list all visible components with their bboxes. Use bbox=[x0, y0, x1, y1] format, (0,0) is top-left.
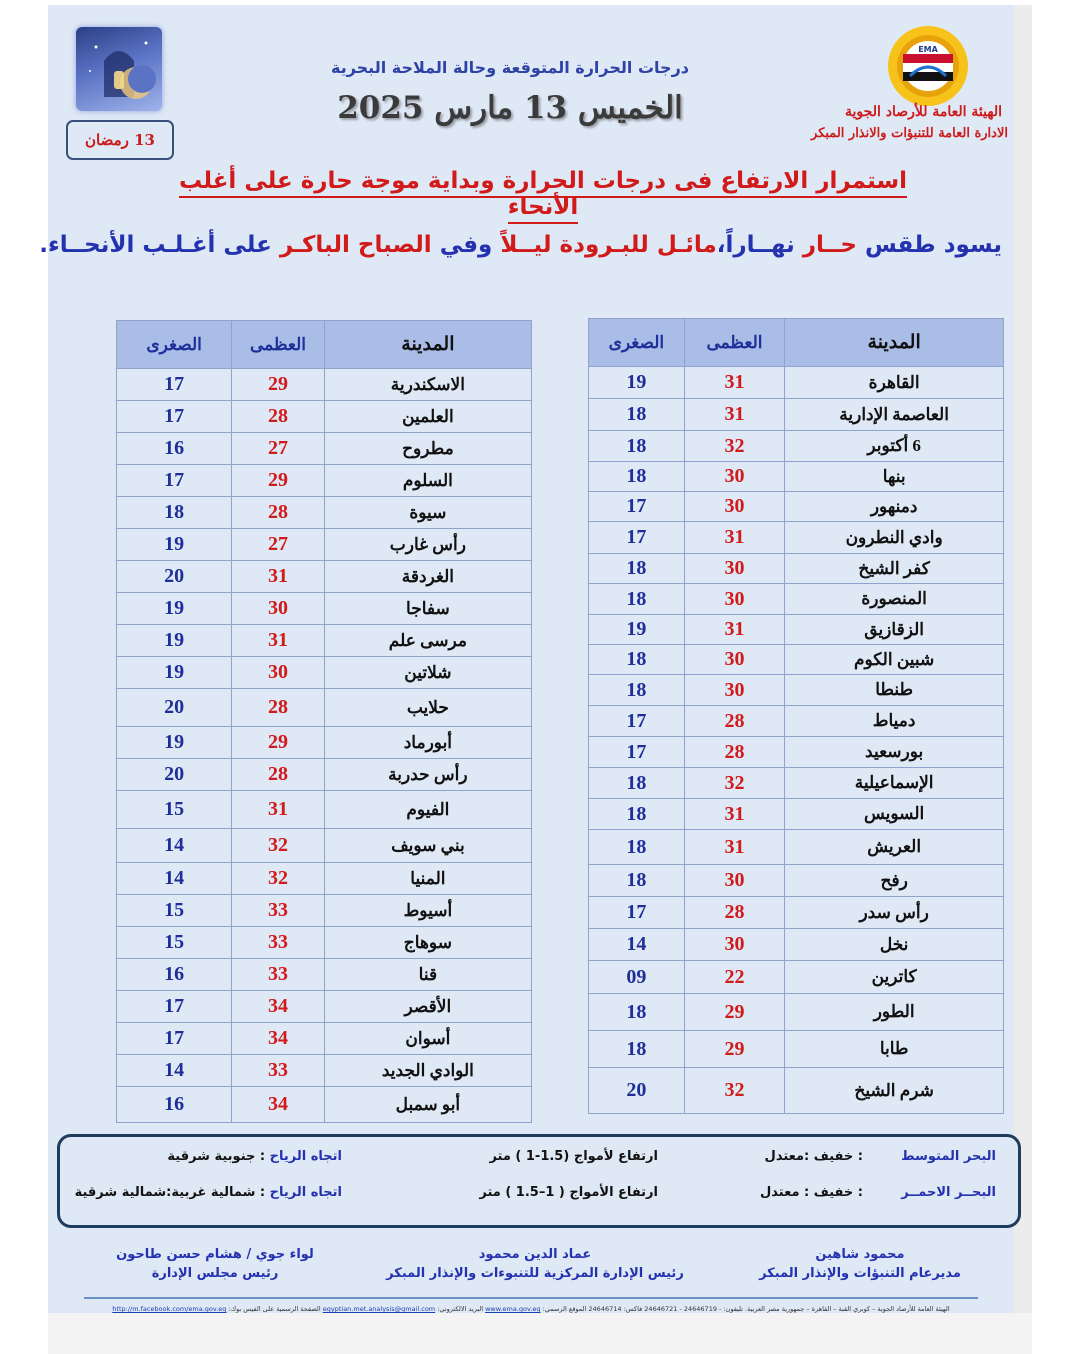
min-temp-cell: 19 bbox=[589, 615, 685, 645]
city-cell: العريش bbox=[785, 830, 1004, 865]
sea-name: البحر المتوسط bbox=[901, 1149, 996, 1164]
max-temp-cell: 27 bbox=[232, 529, 325, 561]
table-row bbox=[589, 737, 1004, 768]
sea-name: البحــر الاحمــر bbox=[901, 1185, 996, 1200]
red-sea-row bbox=[60, 1185, 1018, 1209]
city-cell: الفيوم bbox=[324, 791, 531, 829]
bulletin-date: الخميس 13 مارس 2025 bbox=[337, 90, 683, 126]
max-temp-cell: 31 bbox=[684, 367, 785, 399]
min-temp-cell: 09 bbox=[589, 961, 685, 994]
city-cell: كفر الشيخ bbox=[785, 554, 1004, 584]
min-temp-cell: 18 bbox=[589, 865, 685, 897]
headline-text: استمرار الارتفاع فى درجات الحرارة وبداية موجة حارة على أغلب الأنحاء bbox=[179, 168, 907, 224]
max-temp-cell: 31 bbox=[232, 791, 325, 829]
city-cell: رأس غارب bbox=[324, 529, 531, 561]
col-header-max: العظمى bbox=[684, 319, 785, 367]
max-temp-cell: 29 bbox=[684, 1031, 785, 1068]
city-cell: السلوم bbox=[324, 465, 531, 497]
min-temp-cell: 18 bbox=[589, 645, 685, 675]
table-row bbox=[589, 706, 1004, 737]
facebook-link[interactable]: http://m.facebook.com/ema.gov.eg bbox=[112, 1305, 227, 1313]
max-temp-cell: 30 bbox=[684, 492, 785, 522]
max-temp-cell: 33 bbox=[232, 895, 325, 927]
min-temp-cell: 18 bbox=[589, 584, 685, 615]
rows-left bbox=[117, 369, 532, 1123]
summary-part-6: الصباح الباكـر bbox=[279, 232, 432, 258]
max-temp-cell: 30 bbox=[232, 593, 325, 625]
table-row bbox=[589, 584, 1004, 615]
table-row bbox=[117, 561, 532, 593]
table-row bbox=[117, 369, 532, 401]
temperature-table-right bbox=[588, 318, 1004, 1114]
city-cell: سفاجا bbox=[324, 593, 531, 625]
max-temp-cell: 31 bbox=[684, 399, 785, 431]
sea-state: : خفيف :معتدل bbox=[764, 1149, 863, 1164]
ema-logo-text: EMA bbox=[918, 45, 938, 54]
min-temp-cell: 18 bbox=[589, 799, 685, 830]
min-temp-cell: 17 bbox=[117, 369, 232, 401]
max-temp-cell: 30 bbox=[684, 675, 785, 706]
min-temp-cell: 16 bbox=[117, 433, 232, 465]
table-row bbox=[589, 961, 1004, 994]
table-row bbox=[117, 657, 532, 689]
city-cell: بنها bbox=[785, 462, 1004, 492]
min-temp-cell: 20 bbox=[117, 561, 232, 593]
city-cell: أبورماد bbox=[324, 727, 531, 759]
city-cell: المنيا bbox=[324, 863, 531, 895]
max-temp-cell: 32 bbox=[684, 431, 785, 462]
min-temp-cell: 17 bbox=[117, 1023, 232, 1055]
max-temp-cell: 34 bbox=[232, 991, 325, 1023]
table-row bbox=[117, 927, 532, 959]
signature-2: عماد الدين محمود رئيس الإدارة المركزية للتنبوءات والإنذار المبكر bbox=[386, 1247, 684, 1281]
min-temp-cell: 19 bbox=[117, 657, 232, 689]
min-temp-cell: 20 bbox=[117, 689, 232, 727]
min-temp-cell: 19 bbox=[117, 727, 232, 759]
min-temp-cell: 14 bbox=[117, 1055, 232, 1087]
max-temp-cell: 28 bbox=[232, 689, 325, 727]
city-cell: كاترين bbox=[785, 961, 1004, 994]
max-temp-cell: 31 bbox=[684, 615, 785, 645]
signature-3: لواء جوي / هشام حسن طاحون رئيس مجلس الإدارة bbox=[116, 1247, 314, 1281]
min-temp-cell: 20 bbox=[589, 1068, 685, 1114]
max-temp-cell: 30 bbox=[684, 584, 785, 615]
col-header-min: الصغرى bbox=[589, 319, 685, 367]
table-row bbox=[117, 791, 532, 829]
city-cell: العاصمة الإدارية bbox=[785, 399, 1004, 431]
table-row bbox=[117, 991, 532, 1023]
min-temp-cell: 15 bbox=[117, 927, 232, 959]
wind-direction: اتجاه الرياح : شمالية غربية:شمالية شرقية bbox=[74, 1185, 342, 1200]
max-temp-cell: 33 bbox=[232, 1055, 325, 1087]
min-temp-cell: 16 bbox=[117, 959, 232, 991]
col-header-city: المدينة bbox=[785, 319, 1004, 367]
max-temp-cell: 33 bbox=[232, 927, 325, 959]
table-row bbox=[117, 433, 532, 465]
city-cell: بورسعيد bbox=[785, 737, 1004, 768]
max-temp-cell: 32 bbox=[684, 768, 785, 799]
max-temp-cell: 30 bbox=[684, 462, 785, 492]
summary-part-7: على أغـلـب الأنحــاء. bbox=[39, 232, 280, 258]
wind-direction: اتجاه الرياح : جنوبية شرقية bbox=[167, 1149, 342, 1164]
ramadan-lantern-image bbox=[76, 27, 162, 111]
table-row bbox=[589, 645, 1004, 675]
temperature-table-left bbox=[116, 320, 532, 1123]
city-cell: أسيوط bbox=[324, 895, 531, 927]
table-row bbox=[117, 829, 532, 863]
table-row bbox=[589, 431, 1004, 462]
table-row bbox=[117, 497, 532, 529]
city-cell: وادي النطرون bbox=[785, 522, 1004, 554]
max-temp-cell: 33 bbox=[232, 959, 325, 991]
min-temp-cell: 14 bbox=[589, 929, 685, 961]
max-temp-cell: 30 bbox=[232, 657, 325, 689]
min-temp-cell: 20 bbox=[117, 759, 232, 791]
table-row bbox=[589, 865, 1004, 897]
min-temp-cell: 18 bbox=[589, 768, 685, 799]
min-temp-cell: 17 bbox=[117, 465, 232, 497]
city-cell: طابا bbox=[785, 1031, 1004, 1068]
email-link[interactable]: egyptian.met.analysis@gmail.com bbox=[322, 1305, 436, 1313]
weather-summary bbox=[39, 232, 1002, 258]
min-temp-cell: 18 bbox=[589, 431, 685, 462]
city-cell: بني سويف bbox=[324, 829, 531, 863]
city-cell: دمنهور bbox=[785, 492, 1004, 522]
max-temp-cell: 32 bbox=[232, 863, 325, 895]
footer-rule bbox=[84, 1297, 978, 1299]
city-cell: سوهاج bbox=[324, 927, 531, 959]
min-temp-cell: 18 bbox=[589, 994, 685, 1031]
table-row bbox=[589, 994, 1004, 1031]
max-temp-cell: 29 bbox=[232, 369, 325, 401]
page-shadow-bottom bbox=[48, 1313, 1032, 1354]
table-row bbox=[117, 529, 532, 561]
table-row bbox=[117, 759, 532, 791]
summary-part-5: وفي bbox=[431, 232, 501, 258]
table-row bbox=[589, 1031, 1004, 1068]
summary-part-2: حــار bbox=[802, 232, 857, 258]
org-name: الهيئة العامة للأرصاد الجوية bbox=[845, 104, 1002, 120]
table-row bbox=[589, 615, 1004, 645]
city-cell: شبين الكوم bbox=[785, 645, 1004, 675]
city-cell: الإسماعيلية bbox=[785, 768, 1004, 799]
min-temp-cell: 17 bbox=[117, 991, 232, 1023]
min-temp-cell: 18 bbox=[117, 497, 232, 529]
wave-height: ارتفاع لأمواج (1.5-1 ) متر bbox=[489, 1149, 658, 1164]
max-temp-cell: 28 bbox=[232, 401, 325, 433]
min-temp-cell: 19 bbox=[117, 625, 232, 657]
city-cell: مرسى علم bbox=[324, 625, 531, 657]
table-row bbox=[117, 1023, 532, 1055]
table-row bbox=[117, 959, 532, 991]
signature-1: محمود شاهين مديرعام التنبؤات والإنذار المبكر bbox=[759, 1247, 961, 1281]
table-row bbox=[589, 367, 1004, 399]
max-temp-cell: 31 bbox=[232, 625, 325, 657]
city-cell: حلايب bbox=[324, 689, 531, 727]
table-row bbox=[117, 465, 532, 497]
city-cell: الطور bbox=[785, 994, 1004, 1031]
city-cell: الزقازيق bbox=[785, 615, 1004, 645]
min-temp-cell: 17 bbox=[589, 737, 685, 768]
min-temp-cell: 15 bbox=[117, 791, 232, 829]
max-temp-cell: 31 bbox=[232, 561, 325, 593]
max-temp-cell: 28 bbox=[684, 737, 785, 768]
min-temp-cell: 16 bbox=[117, 1087, 232, 1123]
city-cell: رفح bbox=[785, 865, 1004, 897]
table-row bbox=[117, 727, 532, 759]
city-cell: الغردقة bbox=[324, 561, 531, 593]
table-row bbox=[117, 1087, 532, 1123]
max-temp-cell: 30 bbox=[684, 929, 785, 961]
table-row bbox=[117, 593, 532, 625]
city-cell: السويس bbox=[785, 799, 1004, 830]
summary-part-1: يسود طقس bbox=[856, 232, 1002, 258]
city-cell: مطروح bbox=[324, 433, 531, 465]
table-row bbox=[589, 399, 1004, 431]
max-temp-cell: 29 bbox=[684, 994, 785, 1031]
table-row bbox=[117, 625, 532, 657]
city-cell: 6 أكتوبر bbox=[785, 431, 1004, 462]
city-cell: أسوان bbox=[324, 1023, 531, 1055]
max-temp-cell: 31 bbox=[684, 830, 785, 865]
min-temp-cell: 19 bbox=[117, 529, 232, 561]
max-temp-cell: 28 bbox=[684, 897, 785, 929]
min-temp-cell: 18 bbox=[589, 675, 685, 706]
min-temp-cell: 18 bbox=[589, 554, 685, 584]
site-link[interactable]: www.ema.gov.eg bbox=[485, 1305, 541, 1313]
table-row bbox=[117, 863, 532, 895]
table-row bbox=[589, 1068, 1004, 1114]
table-row bbox=[117, 401, 532, 433]
rows-right bbox=[589, 367, 1004, 1114]
table-row bbox=[589, 897, 1004, 929]
table-row bbox=[117, 1055, 532, 1087]
city-cell: الأقصر bbox=[324, 991, 531, 1023]
max-temp-cell: 31 bbox=[684, 522, 785, 554]
table-row bbox=[589, 462, 1004, 492]
city-cell: القاهرة bbox=[785, 367, 1004, 399]
min-temp-cell: 14 bbox=[117, 863, 232, 895]
min-temp-cell: 17 bbox=[117, 401, 232, 433]
summary-part-4: مائـل للبـرودة ليــلاً bbox=[500, 232, 717, 258]
city-cell: رأس سدر bbox=[785, 897, 1004, 929]
city-cell: الاسكندرية bbox=[324, 369, 531, 401]
city-cell: شرم الشيخ bbox=[785, 1068, 1004, 1114]
max-temp-cell: 32 bbox=[232, 829, 325, 863]
max-temp-cell: 30 bbox=[684, 554, 785, 584]
max-temp-cell: 34 bbox=[232, 1023, 325, 1055]
min-temp-cell: 18 bbox=[589, 1031, 685, 1068]
city-cell: المنصورة bbox=[785, 584, 1004, 615]
table-row bbox=[589, 675, 1004, 706]
ema-logo bbox=[886, 24, 970, 108]
ramadan-day-badge: 13 رمضان bbox=[66, 120, 174, 160]
footer-contacts: الهيئة العامة للأرصاد الجوية – كوبري القبة – القاهرة – جمهورية مصر العربية. تليفون: - 24646719 - 24646721 فاكس: 24646714 الموقع الرسمي: www.ema.gov.eg البريد الالكتروني: egyptian.met.analysis@gmail.com الصفحة الرسمية على الفيس بوك: http://m.facebook.com/ema.gov.eg bbox=[112, 1305, 950, 1313]
col-header-city: المدينة bbox=[324, 321, 531, 369]
min-temp-cell: 15 bbox=[117, 895, 232, 927]
city-cell: العلمين bbox=[324, 401, 531, 433]
org-department: الادارة العامة للتنبؤات والانذار المبكر bbox=[811, 126, 1008, 141]
table-row bbox=[117, 895, 532, 927]
city-cell: شلاتين bbox=[324, 657, 531, 689]
table-row bbox=[589, 830, 1004, 865]
max-temp-cell: 29 bbox=[232, 727, 325, 759]
city-cell: دمياط bbox=[785, 706, 1004, 737]
min-temp-cell: 18 bbox=[589, 462, 685, 492]
table-row bbox=[589, 554, 1004, 584]
max-temp-cell: 30 bbox=[684, 645, 785, 675]
page-shadow-right bbox=[1014, 5, 1032, 1313]
wave-height: ارتفاع الأمواج ( 1–1.5 ) متر bbox=[479, 1185, 658, 1200]
bulletin-title: درجات الحرارة المتوقعة وحالة الملاحة البحرية bbox=[330, 58, 689, 77]
table-row bbox=[589, 768, 1004, 799]
sea-state: : خفيف : معتدل bbox=[760, 1185, 863, 1200]
min-temp-cell: 17 bbox=[589, 897, 685, 929]
table-row bbox=[589, 929, 1004, 961]
max-temp-cell: 30 bbox=[684, 865, 785, 897]
min-temp-cell: 19 bbox=[117, 593, 232, 625]
max-temp-cell: 29 bbox=[232, 465, 325, 497]
col-header-min: الصغرى bbox=[117, 321, 232, 369]
max-temp-cell: 34 bbox=[232, 1087, 325, 1123]
headline bbox=[140, 168, 946, 220]
min-temp-cell: 17 bbox=[589, 522, 685, 554]
summary-part-3: نهــاراً، bbox=[716, 232, 803, 258]
mediterranean-row bbox=[60, 1149, 1018, 1173]
city-cell: سيوة bbox=[324, 497, 531, 529]
min-temp-cell: 18 bbox=[589, 399, 685, 431]
max-temp-cell: 32 bbox=[684, 1068, 785, 1114]
city-cell: نخل bbox=[785, 929, 1004, 961]
table-row bbox=[589, 522, 1004, 554]
marine-box bbox=[57, 1134, 1021, 1228]
min-temp-cell: 18 bbox=[589, 830, 685, 865]
city-cell: طنطا bbox=[785, 675, 1004, 706]
table-row bbox=[589, 492, 1004, 522]
min-temp-cell: 17 bbox=[589, 706, 685, 737]
min-temp-cell: 14 bbox=[117, 829, 232, 863]
min-temp-cell: 17 bbox=[589, 492, 685, 522]
min-temp-cell: 19 bbox=[589, 367, 685, 399]
max-temp-cell: 28 bbox=[232, 759, 325, 791]
max-temp-cell: 22 bbox=[684, 961, 785, 994]
max-temp-cell: 31 bbox=[684, 799, 785, 830]
max-temp-cell: 28 bbox=[684, 706, 785, 737]
table-row bbox=[117, 689, 532, 727]
col-header-max: العظمى bbox=[232, 321, 325, 369]
city-cell: الوادي الجديد bbox=[324, 1055, 531, 1087]
max-temp-cell: 27 bbox=[232, 433, 325, 465]
table-row bbox=[589, 799, 1004, 830]
city-cell: رأس حدربة bbox=[324, 759, 531, 791]
max-temp-cell: 28 bbox=[232, 497, 325, 529]
city-cell: أبو سمبل bbox=[324, 1087, 531, 1123]
city-cell: قنا bbox=[324, 959, 531, 991]
